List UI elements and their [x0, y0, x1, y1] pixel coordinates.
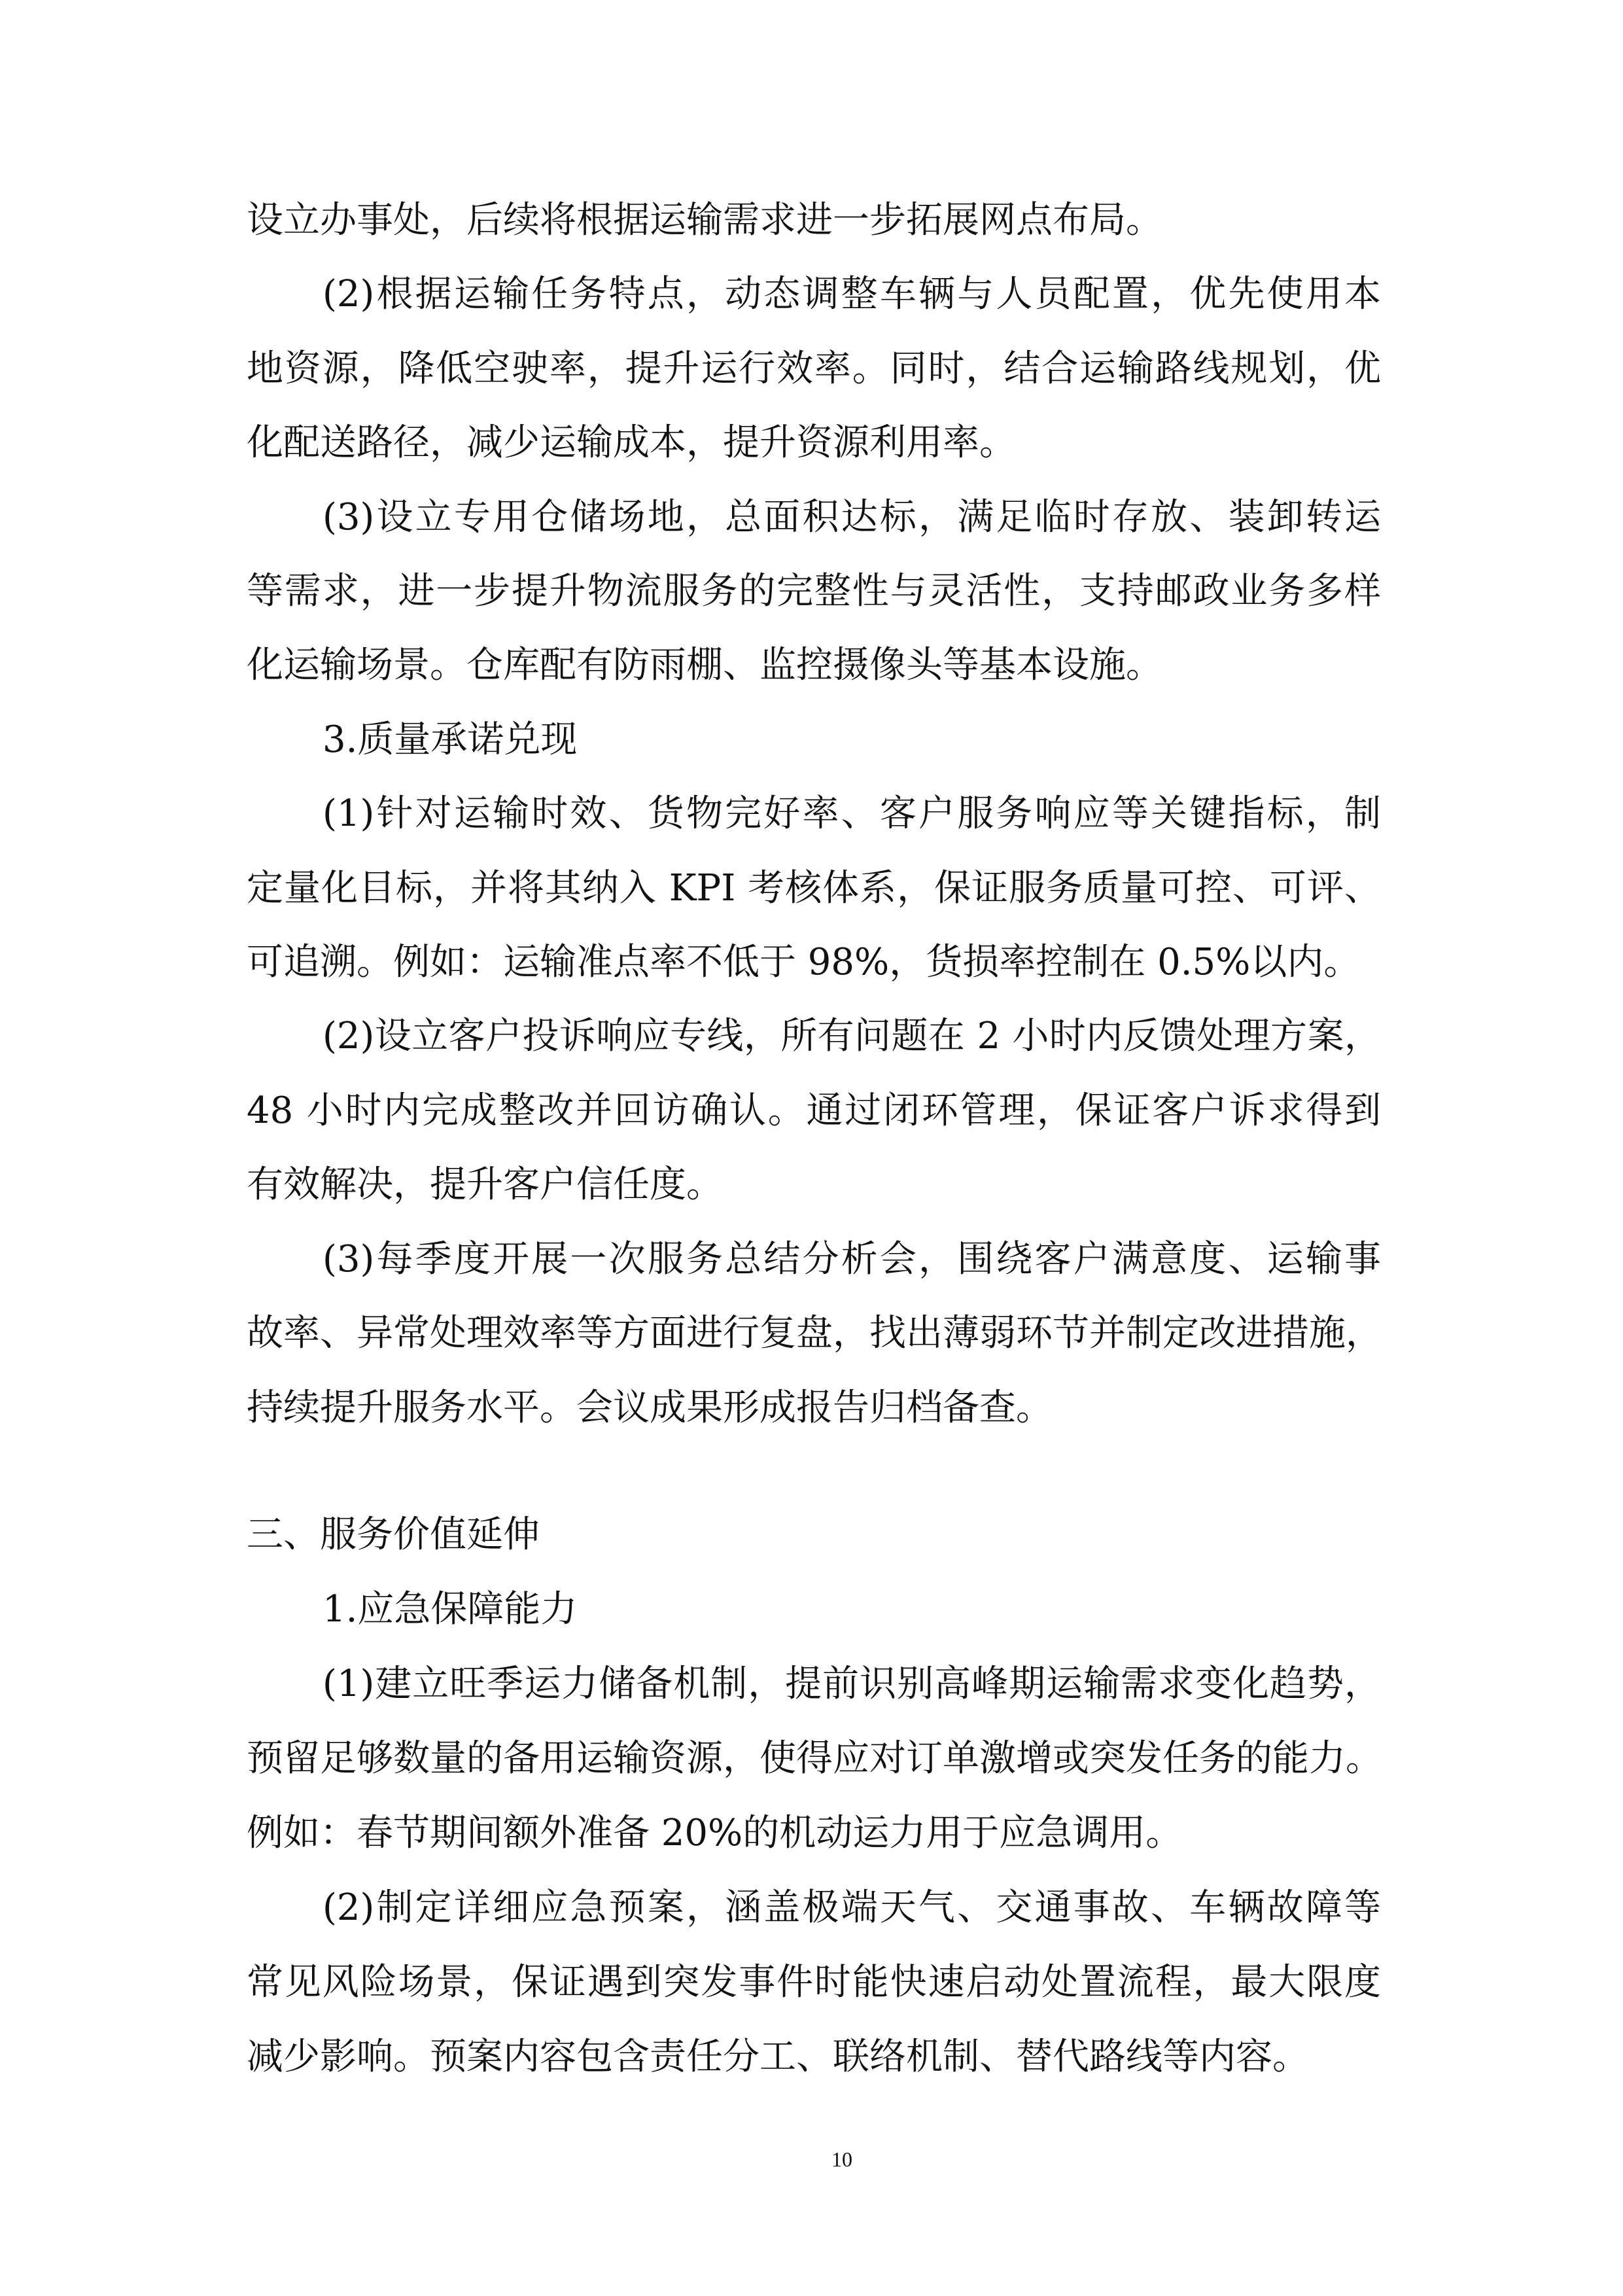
- paragraph-line: (1)针对运输时效、货物完好率、客户服务响应等关键指标，制: [323, 792, 1381, 836]
- section-three-block: [247, 1498, 1381, 2094]
- paragraph-line: (2)制定详细应急预案，涵盖极端天气、交通事故、车辆故障等: [323, 1886, 1381, 1929]
- paragraph-line: 定量化目标，并将其纳入 KPI 考核体系，保证服务质量可控、可评、: [247, 866, 1381, 910]
- paragraph-line: 减少影响。预案内容包含责任分工、联络机制、替代路线等内容。: [247, 2036, 1309, 2078]
- paragraph-line: 地资源，降低空驶率，提升运行效率。同时，结合运输路线规划，优: [247, 347, 1381, 390]
- paragraph-line: 常见风险场景，保证遇到突发事件时能快速启动处置流程，最大限度: [247, 1961, 1381, 2004]
- subsection-heading: 3.质量承诺兑现: [323, 718, 578, 761]
- paragraph-line: 持续提升服务水平。会议成果形成报告归档备查。: [247, 1386, 1053, 1429]
- paragraph-line: 等需求，进一步提升物流服务的完整性与灵活性，支持邮政业务多样: [247, 570, 1381, 613]
- paragraph-line: 可追溯。例如：运输准点率不低于 98%，货损率控制在 0.5%以内。: [247, 941, 1361, 984]
- paragraph-closing-line: 设立办事处，后续将根据运输需求进一步拓展网点布局。: [247, 199, 1162, 241]
- paragraph-line: 化运输场景。仓库配有防雨棚、监控摄像头等基本设施。: [247, 644, 1162, 687]
- paragraph-item-3: [247, 480, 1381, 703]
- paragraph-line: 48 小时内完成整改并回访确认。通过闭环管理，保证客户诉求得到: [247, 1089, 1381, 1132]
- paragraph-emergency-item-1: [247, 1647, 1381, 1871]
- paragraph-line: (3)设立专用仓储场地，总面积达标，满足临时存放、装卸转运: [323, 495, 1381, 539]
- paragraph-line: 有效解决，提升客户信任度。: [247, 1163, 723, 1207]
- paragraph-line: (1)建立旺季运力储备机制，提前识别高峰期运输需求变化趋势，: [323, 1663, 1381, 1705]
- paragraph-line: 例如：春节期间额外准备 20%的机动运力用于应急调用。: [247, 1812, 1183, 1854]
- subsection-heading: 1.应急保障能力: [323, 1588, 578, 1631]
- paragraph-emergency-item-2: [247, 1871, 1381, 2094]
- paragraph-item-2: [247, 257, 1381, 480]
- body-text-block: [247, 183, 1381, 1445]
- paragraph-line: 预留足够数量的备用运输资源，使得应对订单激增或突发任务的能力。: [247, 1737, 1382, 1780]
- section-title: 三、服务价值延伸: [247, 1513, 540, 1556]
- paragraph-line: 故率、异常处理效率等方面进行复盘，找出薄弱环节并制定改进措施，: [247, 1312, 1382, 1355]
- paragraph-quality-item-3: [247, 1222, 1381, 1445]
- paragraph-line: 化配送路径，减少运输成本，提升资源利用率。: [247, 421, 1016, 465]
- paragraph-line: (2)根据运输任务特点，动态调整车辆与人员配置，优先使用本: [323, 273, 1381, 316]
- paragraph-line: (2)设立客户投诉响应专线，所有问题在 2 小时内反馈处理方案，: [323, 1015, 1381, 1058]
- paragraph-quality-item-2: [247, 999, 1381, 1222]
- paragraph-line: (3)每季度开展一次服务总结分析会，围绕客户满意度、运输事: [323, 1237, 1381, 1280]
- page-number: 10: [831, 2147, 852, 2171]
- paragraph-quality-item-1: [247, 777, 1381, 999]
